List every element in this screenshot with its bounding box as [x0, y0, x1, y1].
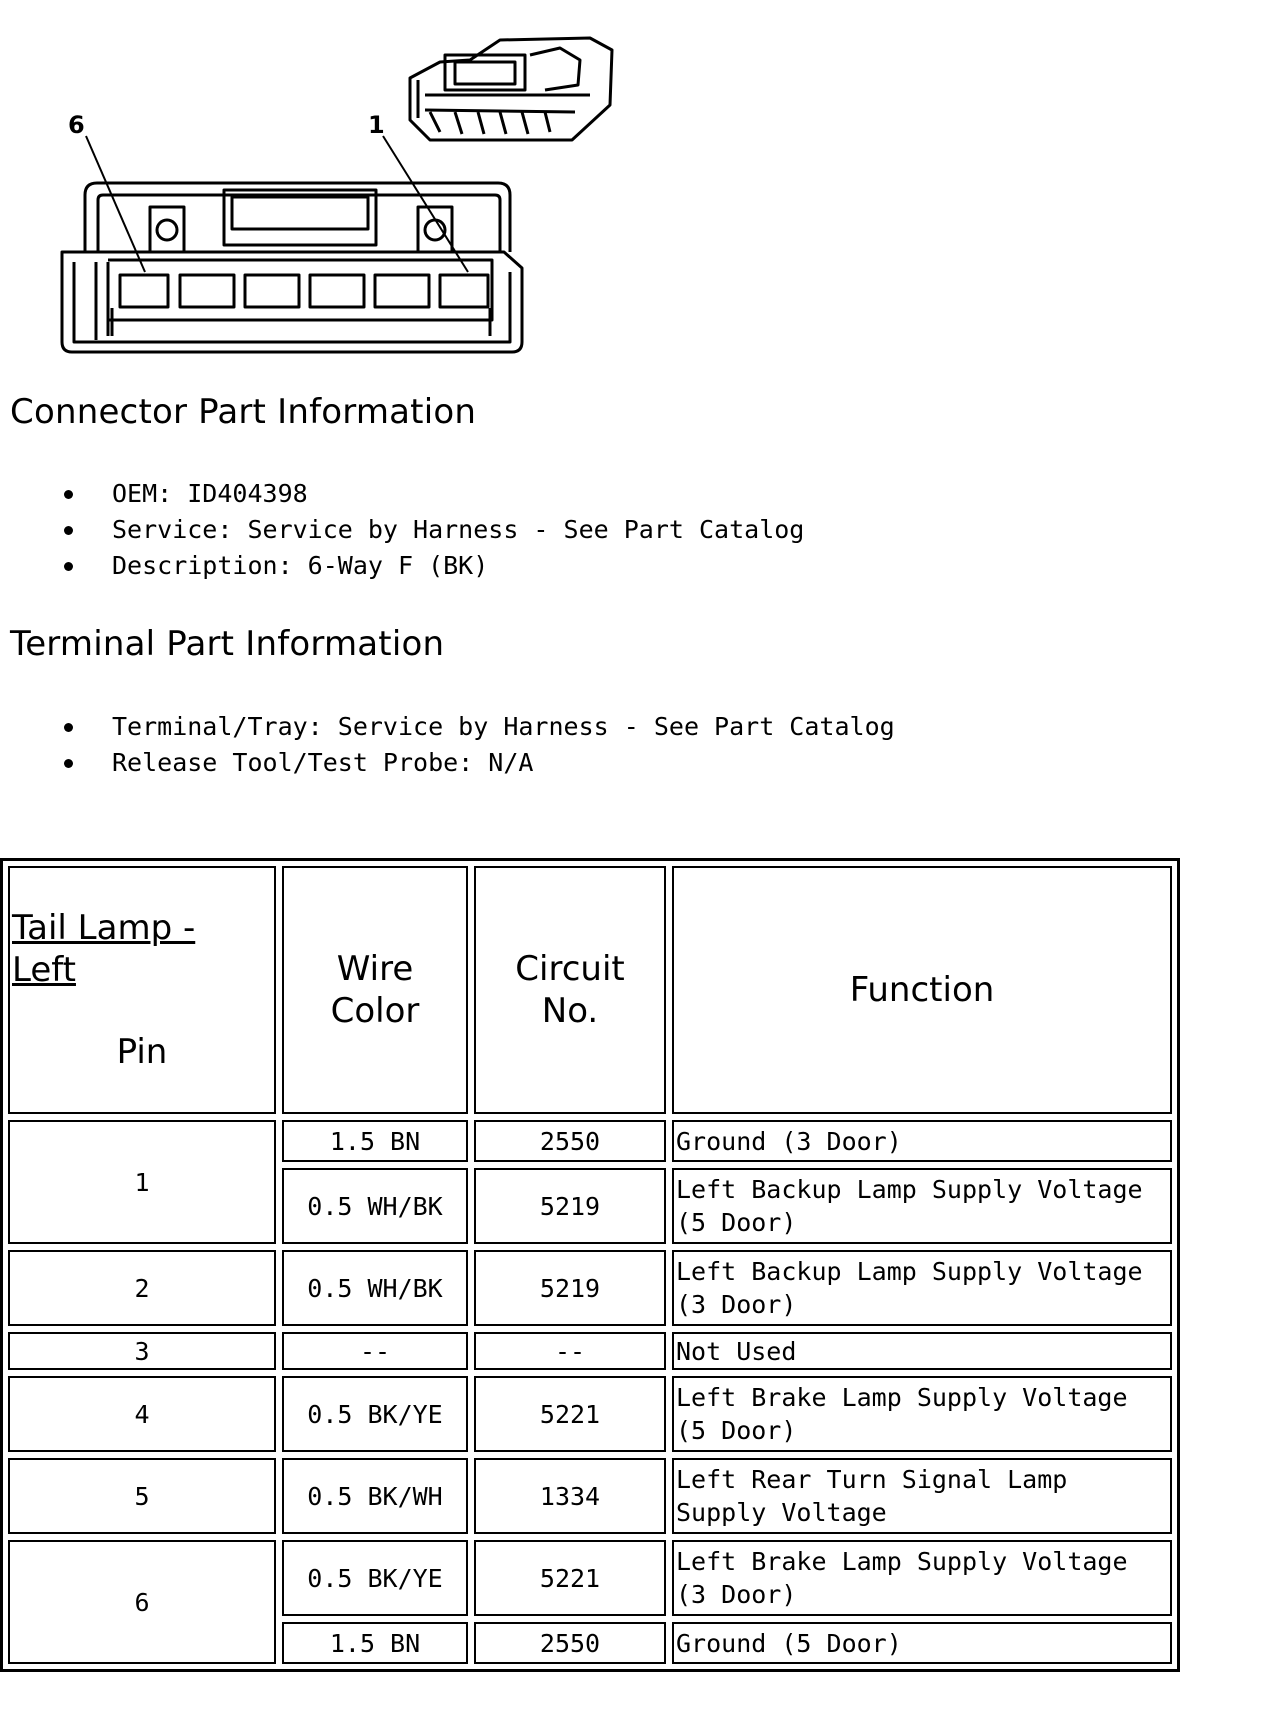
connector-diagram [0, 0, 640, 360]
list-item: Service: Service by Harness - See Part Catalog [64, 512, 804, 548]
circuit-cell: 2550 [474, 1622, 666, 1664]
table-row [8, 1540, 1172, 1616]
function-cell: Ground (5 Door) [672, 1622, 1172, 1664]
circuit-cell: 5221 [474, 1376, 666, 1452]
wire-cell: 0.5 BK/YE [282, 1376, 468, 1452]
pin-cell: 3 [8, 1332, 276, 1370]
circuit-cell: 5221 [474, 1540, 666, 1616]
list-item: OEM: ID404398 [64, 476, 804, 512]
terminal-info-list [64, 709, 895, 781]
wire-cell: -- [282, 1332, 468, 1370]
wire-cell: 1.5 BN [282, 1622, 468, 1664]
header-circuit-line2: No. [541, 991, 599, 1031]
header-function: Function [672, 866, 1172, 1114]
function-cell: Left Brake Lamp Supply Voltage (3 Door) [672, 1540, 1172, 1616]
header-wire-color [282, 866, 468, 1114]
table-row [8, 1120, 1172, 1162]
pin-cell: 5 [8, 1458, 276, 1534]
header-wire-line1: Wire [336, 949, 414, 989]
pin-column-label: Pin [116, 1032, 168, 1072]
function-cell: Left Backup Lamp Supply Voltage (3 Door) [672, 1250, 1172, 1326]
wire-cell: 1.5 BN [282, 1120, 468, 1162]
pin-table [0, 858, 1180, 1672]
list-item: Description: 6-Way F (BK) [64, 548, 804, 584]
circuit-cell: 2550 [474, 1120, 666, 1162]
header-wire-line2: Color [330, 991, 420, 1031]
connector-name-line2: Left [12, 950, 76, 990]
list-item: Terminal/Tray: Service by Harness - See Part Catalog [64, 709, 895, 745]
table-row [8, 1332, 1172, 1370]
wire-cell: 0.5 WH/BK [282, 1250, 468, 1326]
callout-label-1: 1 [368, 111, 385, 139]
function-cell: Left Rear Turn Signal Lamp Supply Voltage [672, 1458, 1172, 1534]
header-circuit-no [474, 866, 666, 1114]
table-header-row [8, 866, 1172, 1114]
function-cell: Not Used [672, 1332, 1172, 1370]
connector-name-line1: Tail Lamp - [12, 908, 196, 948]
callout-label-6: 6 [68, 111, 85, 139]
circuit-cell: 1334 [474, 1458, 666, 1534]
connector-name-link[interactable] [12, 907, 195, 991]
header-pin [8, 866, 276, 1114]
pin-cell: 1 [8, 1120, 276, 1244]
list-item: Release Tool/Test Probe: N/A [64, 745, 895, 781]
connector-3d-view [410, 38, 612, 140]
table-row [8, 1458, 1172, 1534]
pin-cell: 2 [8, 1250, 276, 1326]
connector-front-view [62, 183, 522, 352]
terminal-info-title: Terminal Part Information [10, 624, 445, 664]
connector-info-list [64, 476, 804, 584]
wire-cell: 0.5 WH/BK [282, 1168, 468, 1244]
wire-cell: 0.5 BK/WH [282, 1458, 468, 1534]
header-circuit-line1: Circuit [515, 949, 625, 989]
table-row [8, 1376, 1172, 1452]
wire-cell: 0.5 BK/YE [282, 1540, 468, 1616]
circuit-cell: 5219 [474, 1250, 666, 1326]
function-cell: Left Backup Lamp Supply Voltage (5 Door) [672, 1168, 1172, 1244]
circuit-cell: -- [474, 1332, 666, 1370]
circuit-cell: 5219 [474, 1168, 666, 1244]
pin-cell: 6 [8, 1540, 276, 1664]
function-cell: Left Brake Lamp Supply Voltage (5 Door) [672, 1376, 1172, 1452]
table-row [8, 1250, 1172, 1326]
connector-info-title: Connector Part Information [10, 392, 477, 432]
function-cell: Ground (3 Door) [672, 1120, 1172, 1162]
pin-cell: 4 [8, 1376, 276, 1452]
